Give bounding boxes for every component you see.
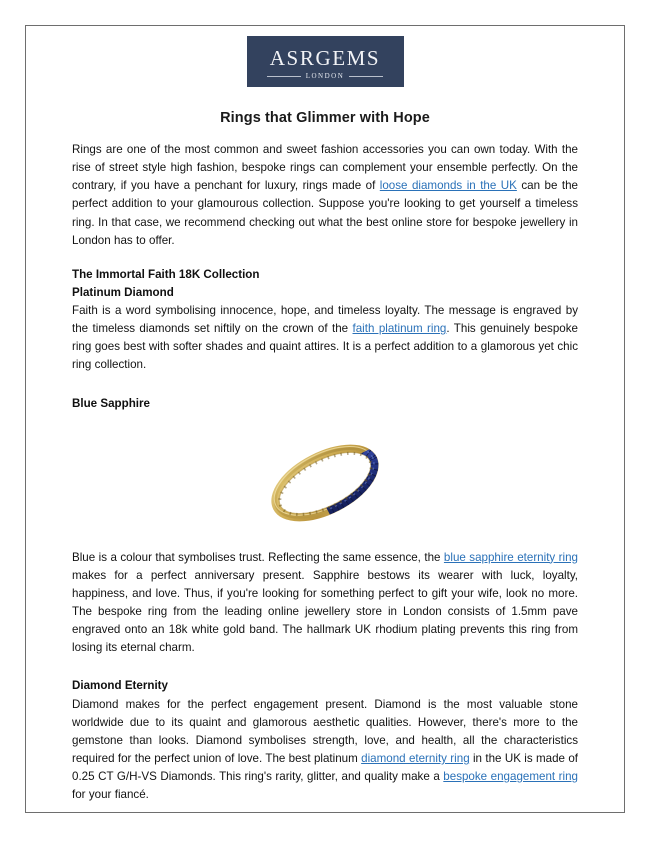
document-content xyxy=(72,36,578,804)
brand-location-row xyxy=(267,73,383,80)
diamond-text-1: Diamond makes for the perfect engagement present. Diamond is the most valuable stone worldwide due to its quaint and glamorous aesthetic qualities. However, there's more to the gemstone than looks. Diamond symbolises strength, love, and health, all the characteristics required for the perfect union of love. The best platinum xyxy=(72,697,578,765)
ring-illustration xyxy=(260,433,390,533)
diamond-eternity-paragraph xyxy=(72,696,578,805)
intro-paragraph xyxy=(72,141,578,250)
link-diamond-eternity-ring[interactable]: diamond eternity ring xyxy=(361,751,470,765)
page-title: Rings that Glimmer with Hope xyxy=(220,110,430,126)
link-blue-sapphire-eternity-ring[interactable]: blue sapphire eternity ring xyxy=(443,550,578,564)
brand-name: ASRGEMS xyxy=(269,45,381,70)
diamond-text-2: in the UK is made of 0.25 CT G/H-VS Diamonds. This ring's rarity, glitter, and quality make a xyxy=(72,751,579,784)
brand-logo xyxy=(247,36,404,87)
heading-immortal-faith-collection: The Immortal Faith 18K Collection xyxy=(72,267,260,281)
logo-rule-right xyxy=(349,76,383,77)
platinum-diamond-paragraph xyxy=(72,302,578,375)
ring-figure xyxy=(72,427,578,549)
link-bespoke-engagement-ring[interactable]: bespoke engagement ring xyxy=(443,770,578,784)
heading-blue-sapphire: Blue Sapphire xyxy=(72,396,150,410)
sapphire-text-1: Blue is a colour that symbolises trust. Reflecting the same essence, the xyxy=(72,550,444,564)
link-loose-diamonds-uk[interactable]: loose diamonds in the UK xyxy=(379,179,517,193)
collection-text-2: . This genuinely bespoke ring goes best with softer shades and quaint attires. It is a perfect addition to a glamorous yet chic ring collection. xyxy=(72,322,578,372)
blue-sapphire-paragraph xyxy=(72,549,578,658)
link-faith-platinum-ring[interactable]: faith platinum ring xyxy=(352,322,447,336)
sapphire-eternity-ring-image xyxy=(260,433,390,533)
collection-text-1: Faith is a word symbolising innocence, hope, and timeless loyalty. The message is engraved by the timeless diamonds set niftily on the crown of the xyxy=(72,304,578,336)
sapphire-text-2: makes for a perfect anniversary present. Sapphire bestows its wearer with luck, loyalty, happiness, and love. Thus, if you're looking for something perfect to gift your wife, look no more. The bespoke ring from the leading online jewellery store in London consists of 1.5mm pave engraved onto an 18k white gold band. The hallmark UK rhodium plating prevents this ring from losing its eternal charm. xyxy=(72,568,578,655)
logo-rule-left xyxy=(267,76,301,77)
diamond-text-3: for your fiancé. xyxy=(72,788,149,802)
heading-diamond-eternity: Diamond Eternity xyxy=(72,679,168,693)
intro-text-2: can be the perfect addition to your glamourous collection. Suppose you're looking to get yourself a timeless ring. In that case, we recommend checking out what the best online store for bespoke jewellery in London has to offer. xyxy=(72,179,578,247)
brand-location: LONDON xyxy=(305,71,345,80)
brand-logo-container xyxy=(72,36,578,87)
heading-platinum-diamond: Platinum Diamond xyxy=(72,285,174,299)
intro-text-1: Rings are one of the most common and sweet fashion accessories you can own today. With the rise of street style high fashion, bespoke rings can complement your ensemble perfectly. On the contrary, if you have a penchant for luxury, rings made of xyxy=(72,143,578,193)
